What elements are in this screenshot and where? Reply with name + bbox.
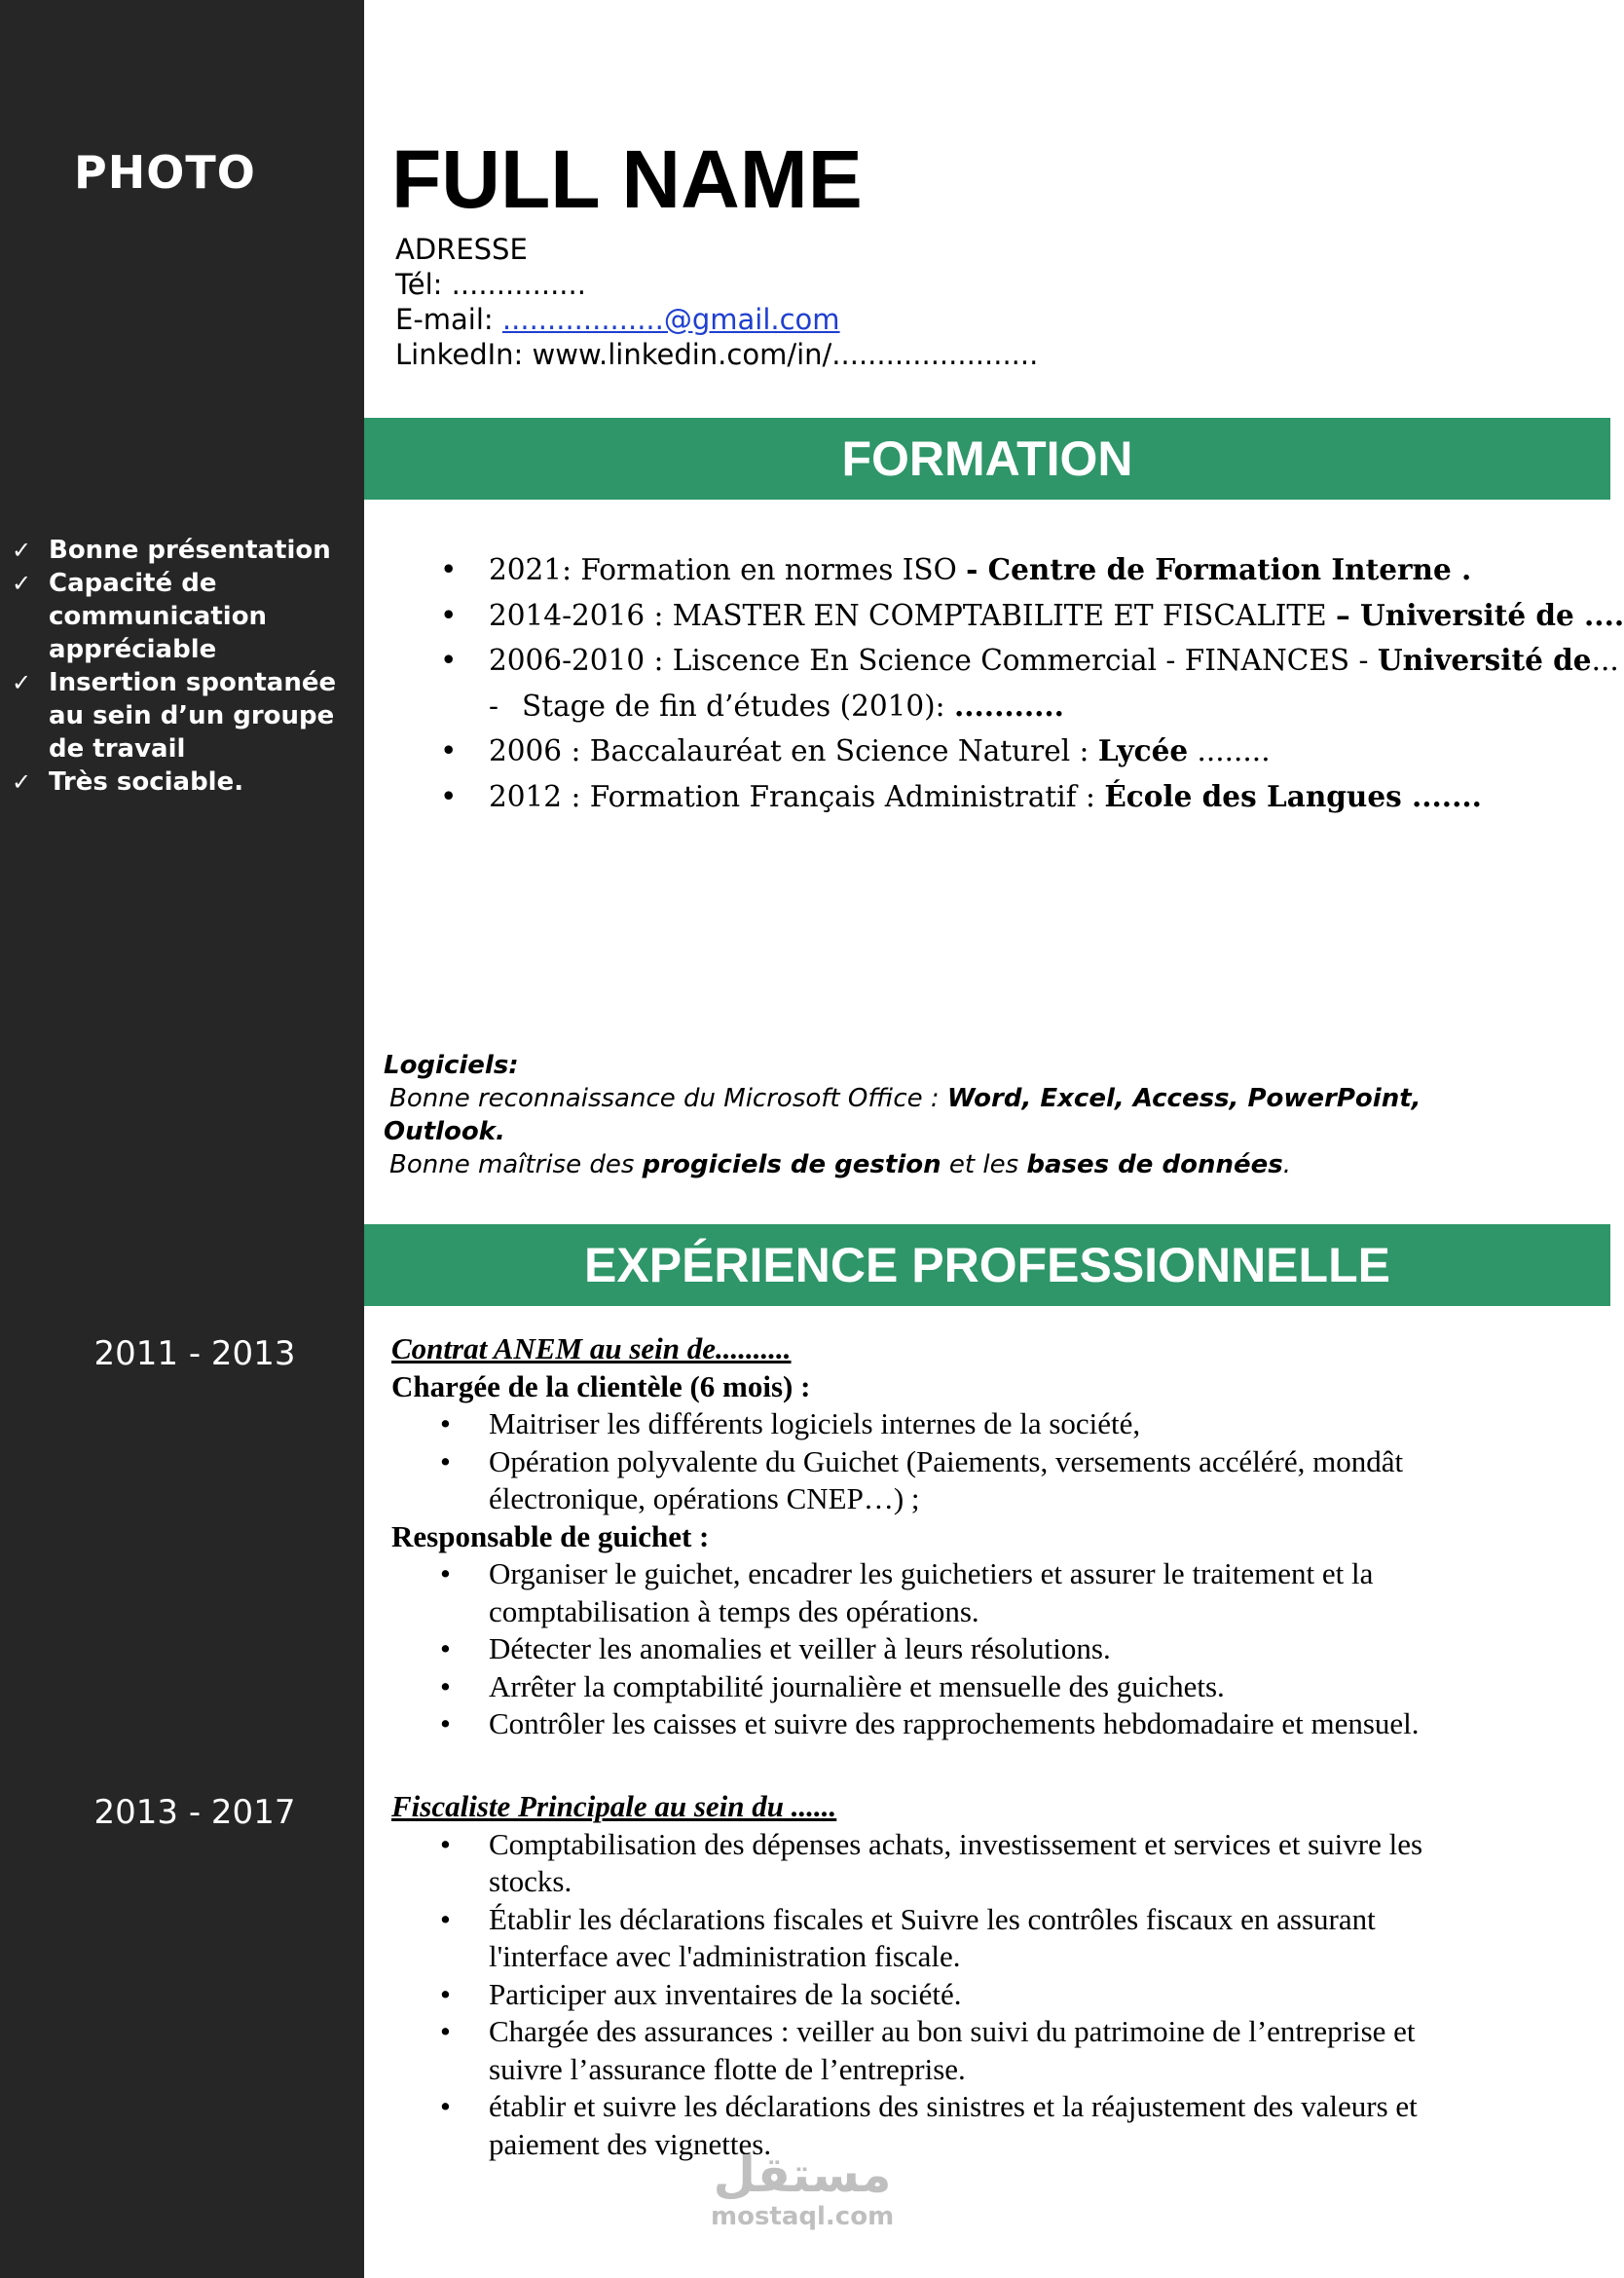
email-line — [395, 302, 1038, 337]
formation-institution: ........... — [953, 688, 1064, 723]
formation-item — [430, 593, 1624, 639]
bullet-icon: • — [440, 779, 458, 813]
formation-text: 2012 : Formation Français Administratif : — [489, 779, 1105, 813]
role-title: Chargée de la clientèle (6 mois) : — [391, 1368, 811, 1403]
formation-item — [430, 774, 1599, 820]
linkedin-line: LinkedIn: www.linkedin.com/in/....................... — [395, 338, 1039, 371]
task-item — [391, 1705, 1589, 1743]
quality-item — [12, 766, 352, 799]
contact-block — [395, 232, 1038, 372]
email-label: E-mail: — [395, 303, 502, 336]
phone-line: Tél: ............... — [395, 268, 586, 301]
quality-text: appréciable — [49, 635, 217, 664]
formation-list — [430, 547, 1624, 819]
bullet-icon: • — [440, 1706, 451, 1740]
task-text: Participer aux inventaires de la société. — [489, 1976, 962, 2011]
task-text: Comptabilisation des dépenses achats, investissement et services et suivre les — [489, 1826, 1423, 1861]
experience-entry-2 — [391, 1788, 1589, 2163]
dash-marker: - — [489, 689, 498, 723]
experience-period-2: 2013 - 2017 — [93, 1793, 296, 1832]
formation-text: 2006 : Baccalauréat en Science Naturel : — [489, 734, 1098, 767]
formation-item — [430, 728, 1599, 774]
task-text: Arrêter la comptabilité journalière et mensuelle des guichets. — [489, 1668, 1225, 1703]
formation-text: Stage de fin d’études (2010): — [522, 689, 954, 723]
check-icon: ✓ — [12, 537, 32, 564]
task-list — [391, 1405, 1589, 1518]
task-text: suivre l’assurance flotte de l’entreprise. — [489, 2051, 966, 2086]
task-item — [391, 1443, 1589, 1518]
quality-text: Insertion spontanée — [49, 668, 337, 697]
task-text: Opération polyvalente du Guichet (Paiements, versements accéléré, mondât — [489, 1443, 1404, 1478]
task-item — [391, 1668, 1589, 1706]
software-erp-text-b: et les — [941, 1150, 1027, 1179]
task-text: comptabilisation à temps des opérations. — [489, 1593, 979, 1628]
task-list — [391, 1555, 1589, 1743]
bullet-icon: • — [440, 1976, 451, 2011]
watermark-logo — [711, 2147, 894, 2231]
formation-institution: École des Langues ....... — [1104, 778, 1482, 813]
formation-section-heading: FORMATION — [364, 418, 1610, 500]
check-icon: ✓ — [12, 669, 32, 696]
formation-institution: - Centre de Formation Interne . — [966, 552, 1472, 586]
email-link[interactable]: ..................@gmail.com — [501, 303, 840, 336]
watermark-latin: mostaql.com — [711, 2202, 895, 2231]
photo-placeholder: PHOTO — [74, 146, 256, 199]
formation-tail: ... — [1591, 644, 1619, 677]
bullet-icon: • — [440, 1826, 451, 1861]
experience-period-1: 2011 - 2013 — [93, 1334, 296, 1373]
job-title: Contrat ANEM au sein de.......... — [391, 1331, 792, 1365]
task-list — [391, 1826, 1589, 2164]
bullet-icon: • — [440, 1901, 451, 1936]
bullet-icon: • — [440, 2089, 451, 2123]
role-title: Responsable de guichet : — [391, 1518, 710, 1553]
task-item — [391, 1555, 1589, 1630]
formation-tail: ........ — [1188, 734, 1271, 767]
formation-institution: – Université de .... — [1336, 597, 1624, 632]
quality-item — [12, 534, 352, 567]
software-erp-bold-b: bases de données — [1026, 1150, 1283, 1179]
task-text: Maitriser les différents logiciels internes de la société, — [489, 1406, 1141, 1440]
task-text: Organiser le guichet, encadrer les guichetiers et assurer le traitement et la — [489, 1556, 1374, 1590]
bullet-icon: • — [440, 1631, 451, 1665]
bullet-icon: • — [440, 734, 458, 767]
experience-entry-1 — [391, 1330, 1589, 1743]
software-line-erp — [384, 1148, 1552, 1181]
check-icon: ✓ — [12, 570, 32, 597]
formation-institution: Université de — [1377, 643, 1592, 677]
formation-text: 2006-2010 : Liscence En Science Commercial - FINANCES - — [489, 644, 1378, 677]
formation-subitem — [430, 684, 1599, 729]
full-name-heading: FULL NAME — [391, 133, 863, 225]
quality-text: Capacité de — [49, 569, 217, 598]
software-erp-text-a: Bonne maîtrise des — [389, 1150, 643, 1179]
task-item — [391, 1826, 1589, 1901]
job-title: Fiscaliste Principale au sein du ...... — [391, 1789, 837, 1823]
check-icon: ✓ — [12, 768, 32, 796]
sidebar — [0, 0, 364, 2278]
formation-item — [430, 638, 1619, 684]
quality-text: de travail — [49, 734, 186, 764]
bullet-icon: • — [440, 1443, 451, 1478]
quality-text: Bonne présentation — [49, 536, 331, 565]
bullet-icon: • — [440, 1668, 451, 1703]
formation-item — [430, 547, 1599, 593]
bullet-icon: • — [440, 1406, 451, 1440]
quality-text: communication — [49, 602, 268, 631]
task-item — [391, 1976, 1589, 2014]
task-text: établir et suivre les déclarations des sinistres et la réajustement des valeurs et — [489, 2089, 1418, 2123]
quality-item — [12, 567, 352, 666]
task-item — [391, 2013, 1589, 2088]
experience-section-heading: EXPÉRIENCE PROFESSIONNELLE — [364, 1224, 1610, 1306]
watermark-arabic: مستقل — [713, 2147, 892, 2203]
bullet-icon: • — [440, 553, 458, 586]
software-line-office — [384, 1082, 1552, 1115]
task-text: Détecter les anomalies et veiller à leurs résolutions. — [489, 1631, 1111, 1665]
software-erp-text-c: . — [1282, 1150, 1291, 1179]
task-text: l'interface avec l'administration fiscale. — [489, 1939, 961, 1973]
task-text: stocks. — [489, 1864, 572, 1898]
qualities-list — [12, 534, 352, 799]
bullet-icon: • — [440, 598, 458, 632]
quality-text: au sein d’un groupe — [49, 701, 335, 730]
address-line: ADRESSE — [395, 233, 528, 266]
task-text: électronique, opérations CNEP…) ; — [489, 1481, 920, 1515]
task-text: Contrôler les caisses et suivre des rapprochements hebdomadaire et mensuel. — [489, 1706, 1420, 1740]
formation-text: 2014-2016 : MASTER EN COMPTABILITE ET FISCALITE — [489, 598, 1337, 632]
quality-item — [12, 666, 352, 766]
task-text: paiement des vignettes. — [489, 2126, 772, 2161]
software-office-apps: Word, Excel, Access, PowerPoint, — [946, 1084, 1421, 1113]
formation-institution: Lycée — [1097, 733, 1189, 767]
software-label: Logiciels: — [384, 1051, 519, 1080]
task-item — [391, 1901, 1589, 1976]
formation-text: 2021: Formation en normes ISO — [489, 553, 967, 586]
task-item — [391, 1630, 1589, 1668]
quality-text: Très sociable. — [49, 767, 244, 797]
task-item — [391, 1405, 1589, 1443]
task-item — [391, 2088, 1589, 2163]
bullet-icon: • — [440, 644, 458, 677]
software-skills — [384, 1049, 1552, 1181]
bullet-icon: • — [440, 1556, 451, 1590]
task-text: Établir les déclarations fiscales et Suivre les contrôles fiscaux en assurant — [489, 1901, 1376, 1936]
bullet-icon: • — [440, 2014, 451, 2048]
software-erp-bold-a: progiciels de gestion — [642, 1150, 941, 1179]
task-text: Chargée des assurances : veiller au bon suivi du patrimoine de l’entreprise et — [489, 2014, 1416, 2048]
software-office-text: Bonne reconnaissance du Microsoft Office : — [389, 1084, 947, 1113]
software-line-outlook: Outlook. — [384, 1117, 505, 1146]
